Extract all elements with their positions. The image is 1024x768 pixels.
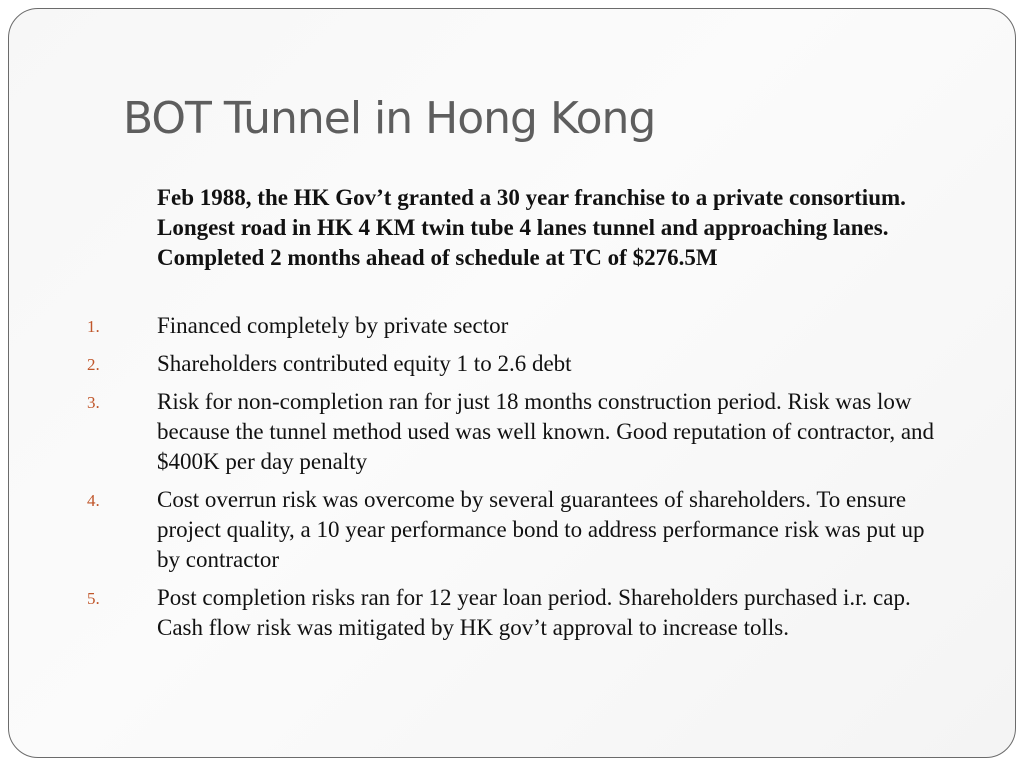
list-item-text: Post completion risks ran for 12 year loan period. Shareholders purchased i.r. cap. Cash flow risk was mitigated by HK gov’t approval to increase tolls. [157,585,911,640]
list-item-text: Financed completely by private sector [157,313,509,338]
list-item [9,387,1024,477]
intro-paragraph: Feb 1988, the HK Gov’t granted a 30 year franchise to a private consortium. Longest road in HK 4 KM twin tube 4 lanes tunnel and approaching lanes. Completed 2 months ahead of schedule at TC of $276.5M [157,185,906,270]
list-number: 3. [87,393,100,412]
slide-frame [8,8,1016,758]
list-item-text: Risk for non-completion ran for just 18 months construction period. Risk was low because the tunnel method used was well known. Good reputation of contractor, and $400K per day penalty [157,389,935,474]
list-item [9,349,1024,379]
list-number: 4. [87,491,100,510]
list-item [9,583,1024,643]
list-number: 1. [87,317,100,336]
list-number: 5. [87,589,100,608]
slide-title: BOT Tunnel in Hong Kong [123,93,656,144]
list-item [9,311,1024,341]
numbered-list [9,311,1024,651]
list-item [9,485,1024,575]
list-item-text: Cost overrun risk was overcome by several guarantees of shareholders. To ensure project quality, a 10 year performance bond to address performance risk was put up by contractor [157,487,925,572]
list-number: 2. [87,355,100,374]
list-item-text: Shareholders contributed equity 1 to 2.6 debt [157,351,572,376]
